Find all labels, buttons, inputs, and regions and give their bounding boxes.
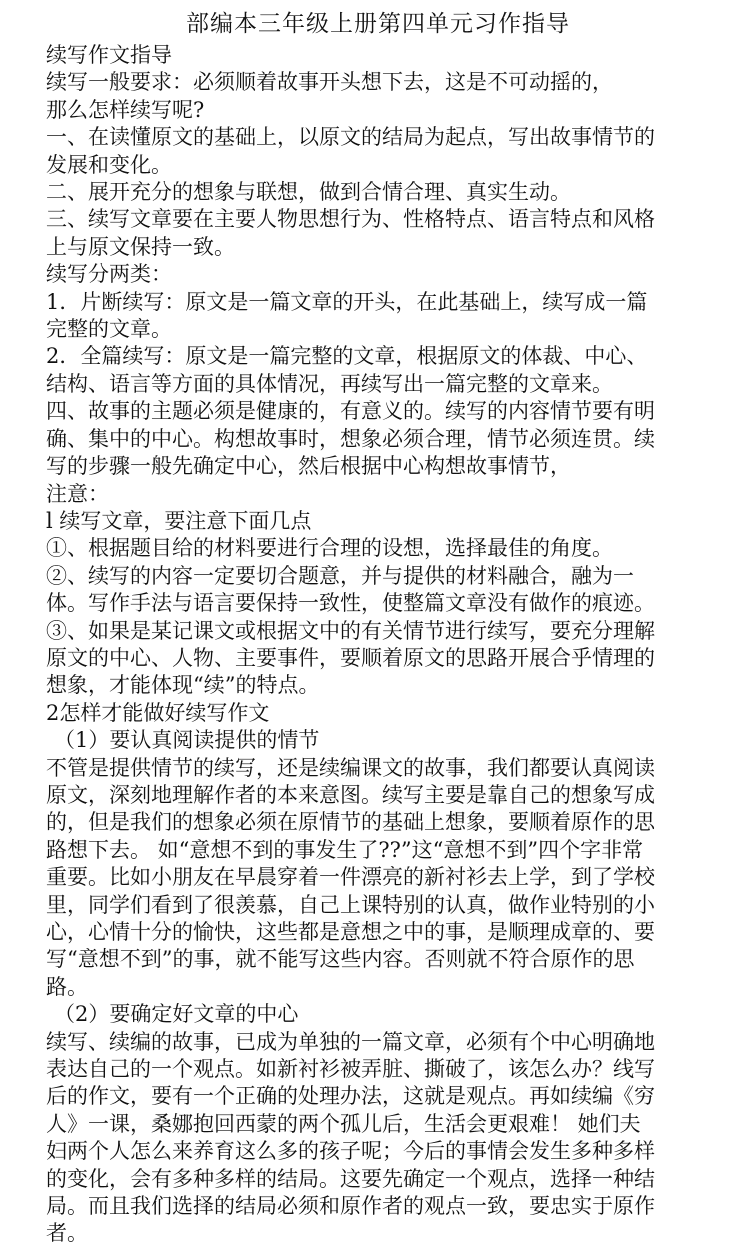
text-line: 2怎样才能做好续写作文 xyxy=(46,700,270,725)
text-line: 2．全篇续写：原文是一篇完整的文章，根据原文的体裁、中心、 xyxy=(46,344,648,369)
text-line: 不管是提供情节的续写，还是续编课文的故事，我们都要认真阅读 xyxy=(46,755,655,780)
text-line: 里，同学们看到了很羡慕，自己上课特别的认真，做作业特别的小 xyxy=(46,892,655,917)
text-line: 后的作文，要有一个正确的处理办法，这就是观点。再如续编《穷 xyxy=(46,1084,655,1109)
text-line: 写“意想不到”的事，就不能写这些内容。否则就不符合原作的思 xyxy=(46,947,635,972)
text-line: 一、在读懂原文的基础上，以原文的结局为起点，写出故事情节的 xyxy=(46,125,655,150)
text-line: 上与原文保持一致。 xyxy=(46,234,235,259)
text-line: ②、续写的内容一定要切合题意，并与提供的材料融合，融为一 xyxy=(46,563,634,588)
text-line: （2）要确定好文章的中心 xyxy=(54,1002,299,1027)
text-line: 完整的文章。 xyxy=(46,317,172,342)
document-title: 部编本三年级上册第四单元习作指导 xyxy=(186,11,570,37)
text-line: 1．片断续写：原文是一篇文章的开头，在此基础上，续写成一篇 xyxy=(46,289,648,314)
text-line: 的变化，会有多种多样的结局。这要先确定一个观点，选择一种结 xyxy=(46,1166,655,1191)
text-line: 那么怎样续写呢? xyxy=(46,97,205,122)
text-line: 原文的中心、人物、主要事件，要顺着原文的思路开展合乎情理的 xyxy=(46,645,655,670)
text-line: 者。 xyxy=(46,1221,88,1246)
text-line: 二、展开充分的想象与联想，做到合情合理、真实生动。 xyxy=(46,180,571,205)
text-line: 体。写作手法与语言要保持一致性，使整篇文章没有做作的痕迹。 xyxy=(46,591,655,616)
text-line: 续写作文指导 xyxy=(46,43,172,67)
text-line: ①、根据题目给的材料要进行合理的设想，选择最佳的角度。 xyxy=(46,536,613,561)
text-line: 续写一般要求：必须顺着故事开头想下去，这是不可动摇的， xyxy=(46,70,613,95)
text-line: 表达自己的一个观点。如新衬衫被弄脏、撕破了，该怎么办？线写 xyxy=(46,1057,655,1082)
text-line: 确、集中的中心。构想故事时，想象必须合理，情节必须连贯。续 xyxy=(46,426,655,451)
text-line: 想象，才能体现“续”的特点。 xyxy=(46,673,320,698)
text-line: 心，心情十分的愉快，这些都是意想之中的事，是顺理成章的、要 xyxy=(46,920,655,944)
text-line: 写的步骤一般先确定中心，然后根据中心构想故事情节， xyxy=(46,454,571,479)
text-line: 路想下去。 如“意想不到的事发生了??”这“意想不到”四个字非常 xyxy=(46,837,644,862)
text-line: 妇两个人怎么来养育这么多的孩子呢；今后的事情会发生多种多样 xyxy=(46,1139,655,1164)
text-line: ③、如果是某记课文或根据文中的有关情节进行续写，要充分理解 xyxy=(46,618,655,643)
document-body xyxy=(46,42,710,1248)
text-line: 局。而且我们选择的结局必须和原作者的观点一致，要忠实于原作 xyxy=(46,1194,655,1219)
text-line: 路。 xyxy=(46,974,88,999)
text-line: 四、故事的主题必须是健康的，有意义的。续写的内容情节要有明 xyxy=(46,399,655,424)
text-line: 人》一课，桑娜抱回西蒙的两个孤儿后，生活会更艰难！ 她们夫 xyxy=(46,1111,641,1136)
text-line: （1）要认真阅读提供的情节 xyxy=(54,728,320,753)
text-line: 三、续写文章要在主要人物思想行为、性格特点、语言特点和风格 xyxy=(46,207,655,232)
text-line: 续写分两类： xyxy=(46,262,172,287)
text-line: 重要。比如小朋友在早晨穿着一件漂亮的新衬衫去上学，到了学校 xyxy=(46,865,655,890)
text-line: 发展和变化。 xyxy=(46,152,172,177)
text-line: 的，但是我们的想象必须在原情节的基础上想象，要顺着原作的思 xyxy=(46,810,655,835)
text-line: 结构、语言等方面的具体情况，再续写出一篇完整的文章来。 xyxy=(46,371,613,396)
text-line: 注意： xyxy=(46,481,109,506)
text-line: 续写、续编的故事，已成为单独的一篇文章，必须有个中心明确地 xyxy=(46,1029,655,1054)
text-line: l 续写文章，要注意下面几点 xyxy=(46,508,312,533)
text-line: 原文，深刻地理解作者的本来意图。续写主要是靠自己的想象写成 xyxy=(46,782,655,807)
